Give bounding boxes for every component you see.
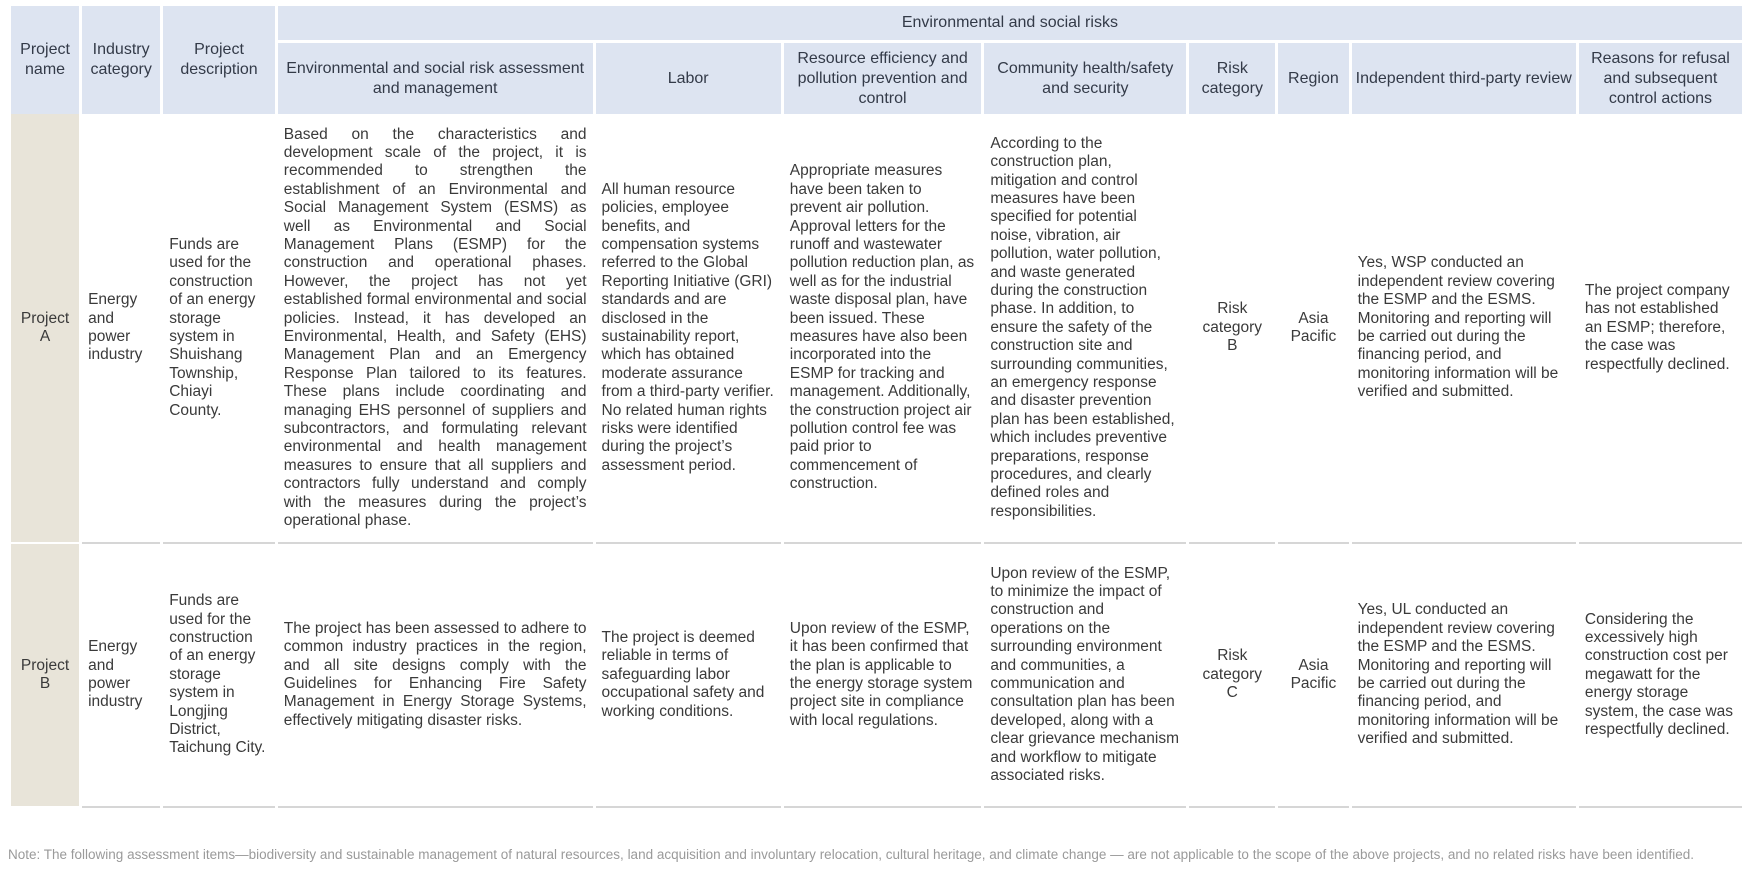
table-row: [11, 114, 1742, 544]
resource-cell: Upon review of the ESMP, it has been confirmed that the plan is applicable to the energy storage system project site in compliance with local regulations.: [784, 544, 982, 808]
reasons-cell: The project company has not established an ESMP; therefore, the case was respectfully declined.: [1579, 114, 1742, 544]
header-resource-efficiency: Resource efficiency and pollution prevention and control: [784, 40, 982, 114]
reasons-cell: Considering the excessively high construction cost per megawatt for the energy storage system, the case was respectfully declined.: [1579, 544, 1742, 808]
industry-cell: Energy and power industry: [82, 544, 160, 808]
assessment-cell: The project has been assessed to adhere to common industry practices in the region, and all site designs comply with the Guidelines for Enhancing Fire Safety Management in Energy Storage Systems, effectively mitigating disaster risks.: [278, 544, 593, 808]
header-community-health: Community health/safety and security: [984, 40, 1186, 114]
risk-category-cell: Risk category C: [1189, 544, 1275, 808]
description-cell: Funds are used for the construction of an energy storage system in Longjing District, Taichung City.: [163, 544, 275, 808]
header-reasons: Reasons for refusal and subsequent control actions: [1579, 40, 1742, 114]
labor-cell: All human resource policies, employee benefits, and compensation systems referred to the Global Reporting Initiative (GRI) standards and are disclosed in the sustainability report, which has obtained moderate assurance from a third-party verifier. No related human rights risks were identified during the project’s assessment period.: [596, 114, 781, 544]
risk-table: [8, 6, 1745, 808]
resource-cell: Appropriate measures have been taken to prevent air pollution. Approval letters for the runoff and wastewater pollution reduction plan, as well as for the industrial waste disposal plan, have been issued. These measures have also been incorporated into the ESMP for tracking and management. Additionally, the construction project air pollution control fee was paid prior to commencement of construction.: [784, 114, 982, 544]
header-environmental-social-risks: Environmental and social risks: [278, 6, 1742, 40]
region-cell: Asia Pacific: [1278, 544, 1348, 808]
header-project-description: Project description: [163, 6, 275, 114]
description-cell: Funds are used for the construction of an energy storage system in Shuishang Township, Chiayi County.: [163, 114, 275, 544]
assessment-cell: Based on the characteristics and development scale of the project, it is recommended to strengthen the establishment of an Environmental and Social Management System (ESMS) as well as Environmental and Social Management Plans (ESMP) for the construction and operational phases. However, the project has not yet established formal environmental and social policies. Instead, it has developed an Environmental, Health, and Safety (EHS) Management Plan and an Emergency Response Plan tailored to its features. These plans include coordinating and managing EHS personnel of suppliers and subcontractors, and formulating relevant environmental and health management measures to ensure that all suppliers and contractors fully understand and comply with the measures during the project’s operational phase.: [278, 114, 593, 544]
review-cell: Yes, UL conducted an independent review covering the ESMP and the ESMS. Monitoring and reporting will be carried out during the financing period, and monitoring information will be verified and submitted.: [1352, 544, 1576, 808]
table-row: [11, 544, 1742, 808]
community-cell: According to the construction plan, mitigation and control measures have been specified for potential noise, vibration, air pollution, water pollution, and waste generated during the construction phase. In addition, to ensure the safety of the construction site and surrounding communities, an emergency response and disaster prevention plan has been established, which includes preventive preparations, response procedures, and clearly defined roles and responsibilities.: [984, 114, 1186, 544]
footnote: Note: The following assessment items—biodiversity and sustainable management of natural resources, land acquisition and involuntary relocation, cultural heritage, and climate change — are not applicable to the scope of the above projects, and no related risks have been identified.: [8, 847, 1694, 862]
header-industry-category: Industry category: [82, 6, 160, 114]
industry-cell: Energy and power industry: [82, 114, 160, 544]
community-cell: Upon review of the ESMP, to minimize the impact of construction and operations on the surrounding environment and communities, a communication and consultation plan has been developed, along with a clear grievance mechanism and workflow to mitigate associated risks.: [984, 544, 1186, 808]
project-name-cell: Project A: [11, 114, 79, 544]
header-assessment: Environmental and social risk assessment and management: [278, 40, 593, 114]
header-third-party-review: Independent third-party review: [1352, 40, 1576, 114]
review-cell: Yes, WSP conducted an independent review covering the ESMP and the ESMS. Monitoring and reporting will be carried out during the financing period, and monitoring information will be verified and submitted.: [1352, 114, 1576, 544]
project-name-cell: Project B: [11, 544, 79, 808]
header-risk-category: Risk category: [1189, 40, 1275, 114]
header-project-name: Project name: [11, 6, 79, 114]
header-region: Region: [1278, 40, 1348, 114]
header-labor: Labor: [596, 40, 781, 114]
risk-category-cell: Risk category B: [1189, 114, 1275, 544]
region-cell: Asia Pacific: [1278, 114, 1348, 544]
labor-cell: The project is deemed reliable in terms of safeguarding labor occupational safety and working conditions.: [596, 544, 781, 808]
